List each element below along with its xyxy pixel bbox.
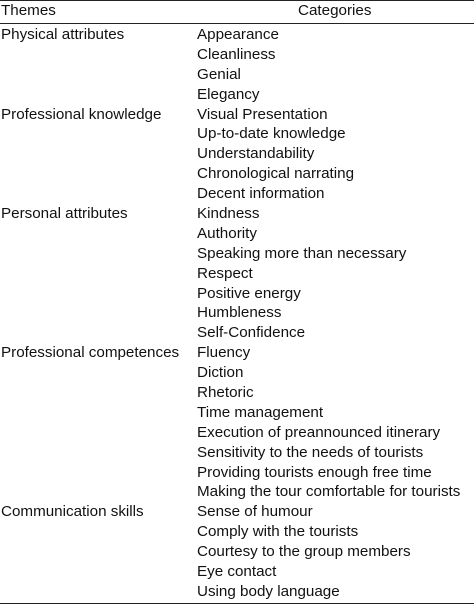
theme-group [0,105,474,204]
category-item: Visual Presentation [197,105,328,123]
header-categories: Categories [298,2,372,19]
category-item: Elegancy [197,85,260,103]
category-item: Fluency [197,344,251,362]
header-themes: Themes [1,2,56,19]
category-item: Rhetoric [197,384,254,402]
category-item: Using body language [197,582,340,600]
category-list [197,105,354,204]
category-item: Time management [197,403,324,421]
category-item: Chronological narrating [197,165,355,183]
category-item: Speaking more than necessary [197,244,407,262]
category-item: Humbleness [197,304,282,322]
category-item: Diction [197,364,244,382]
theme-cell: Communication skills [1,503,144,521]
theme-cell: Physical attributes [1,26,125,43]
category-item: Providing tourists enough free time [197,463,432,481]
category-list [197,343,460,502]
category-item: Authority [197,224,257,242]
theme-cell: Personal attributes [1,205,128,223]
table-body [0,25,474,602]
category-item: Sensitivity to the needs of tourists [197,443,424,461]
theme-group [0,502,474,601]
category-item: Comply with the tourists [197,523,359,541]
category-item: Positive energy [197,284,301,302]
theme-group [0,343,474,502]
category-item: Kindness [197,205,260,223]
category-item: Cleanliness [197,45,276,63]
table-header [0,1,474,23]
category-item: Decent information [197,185,325,203]
category-list [197,502,411,601]
category-item: Self-Confidence [197,324,306,342]
category-item: Respect [197,264,253,282]
category-item: Eye contact [197,563,277,581]
table-header-rule [0,23,474,24]
theme-group [0,25,474,105]
category-item: Genial [197,65,241,83]
category-item: Sense of humour [197,503,313,521]
category-item: Execution of preannounced itinerary [197,423,441,441]
category-list [197,25,279,105]
category-list [197,204,406,343]
theme-group [0,204,474,343]
category-item: Understandability [197,145,315,163]
category-item: Making the tour comfortable for tourists [197,483,461,501]
theme-cell: Professional competences [1,344,180,362]
theme-cell: Professional knowledge [1,105,162,123]
category-item: Courtesy to the group members [197,543,411,561]
category-item: Up-to-date knowledge [197,125,346,143]
category-item: Appearance [197,26,279,43]
